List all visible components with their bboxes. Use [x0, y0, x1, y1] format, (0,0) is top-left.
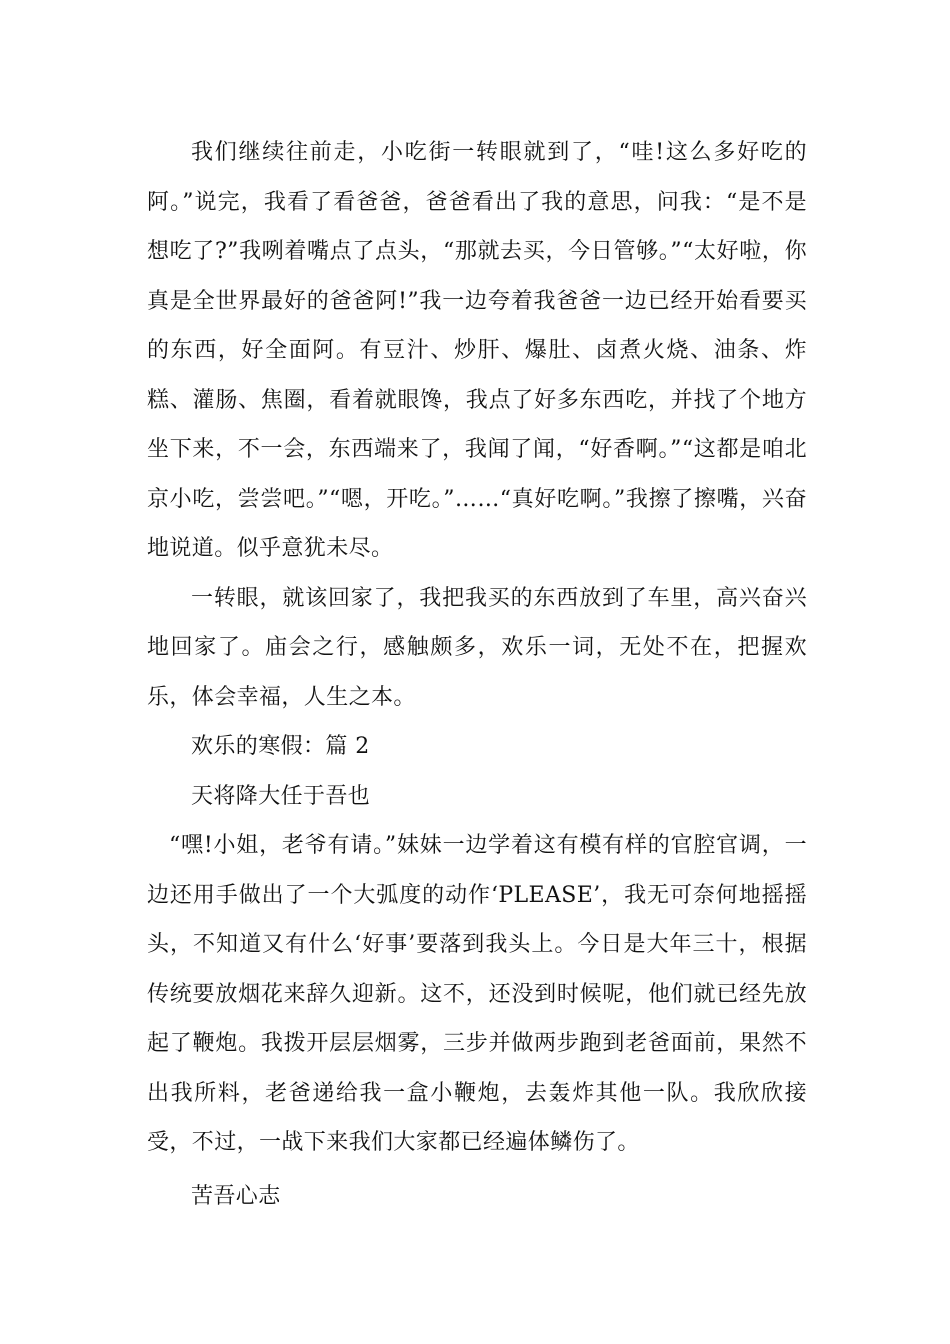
paragraph-firecrackers: “嘿!小姐，老爷有请。”妹妹一边学着这有模有样的官腔官调，一边还用手做出了一个大弧度的动作‘PLEASE’，我无可奈何地摇摇头，不知道又有什么‘好事’要落到我头上。今日是大年三十，根据传统要放烟花来辞久迎新。这不，还没到时候呢，他们就已经先放起了鞭炮。我拨开层层烟雾，三步并做两步跑到老爸面前，果然不出我所料，老爸递给我一盒小鞭炮，去轰炸其他一队。我欣欣接受，不过，一战下来我们大家都已经遍体鳞伤了。 [147, 833, 807, 1155]
document-body [147, 128, 807, 1221]
paragraph-going-home: 一转眼，就该回家了，我把我买的东西放到了车里，高兴奋兴地回家了。庙会之行，感触颇多，欢乐一词，无处不在，把握欢乐，体会幸福，人生之本。 [147, 585, 807, 710]
paragraph-snack-street: 我们继续往前走，小吃街一转眼就到了，“哇!这么多好吃的阿。”说完，我看了看爸爸，爸爸看出了我的意思，问我：“是不是想吃了?”我咧着嘴点了点头，“那就去买，今日管够。”“太好啦，你真是全世界最好的爸爸阿!”我一边夸着我爸爸一边已经开始看要买的东西，好全面阿。有豆汁、炒肝、爆肚、卤煮火烧、油条、炸糕、灌肠、焦圈，看着就眼馋，我点了好多东西吃，并找了个地方坐下来，不一会，东西端来了，我闻了闻，“好香啊。”“这都是咱北京小吃，尝尝吧。”“嗯，开吃。”……“真好吃啊。”我擦了擦嘴，兴奋地说道。似乎意犹未尽。 [147, 140, 807, 561]
article-heading: 欢乐的寒假：篇 2 [191, 734, 370, 759]
section-heading-1: 天将降大任于吾也 [191, 783, 371, 809]
section-heading-2: 苦吾心志 [191, 1183, 281, 1209]
